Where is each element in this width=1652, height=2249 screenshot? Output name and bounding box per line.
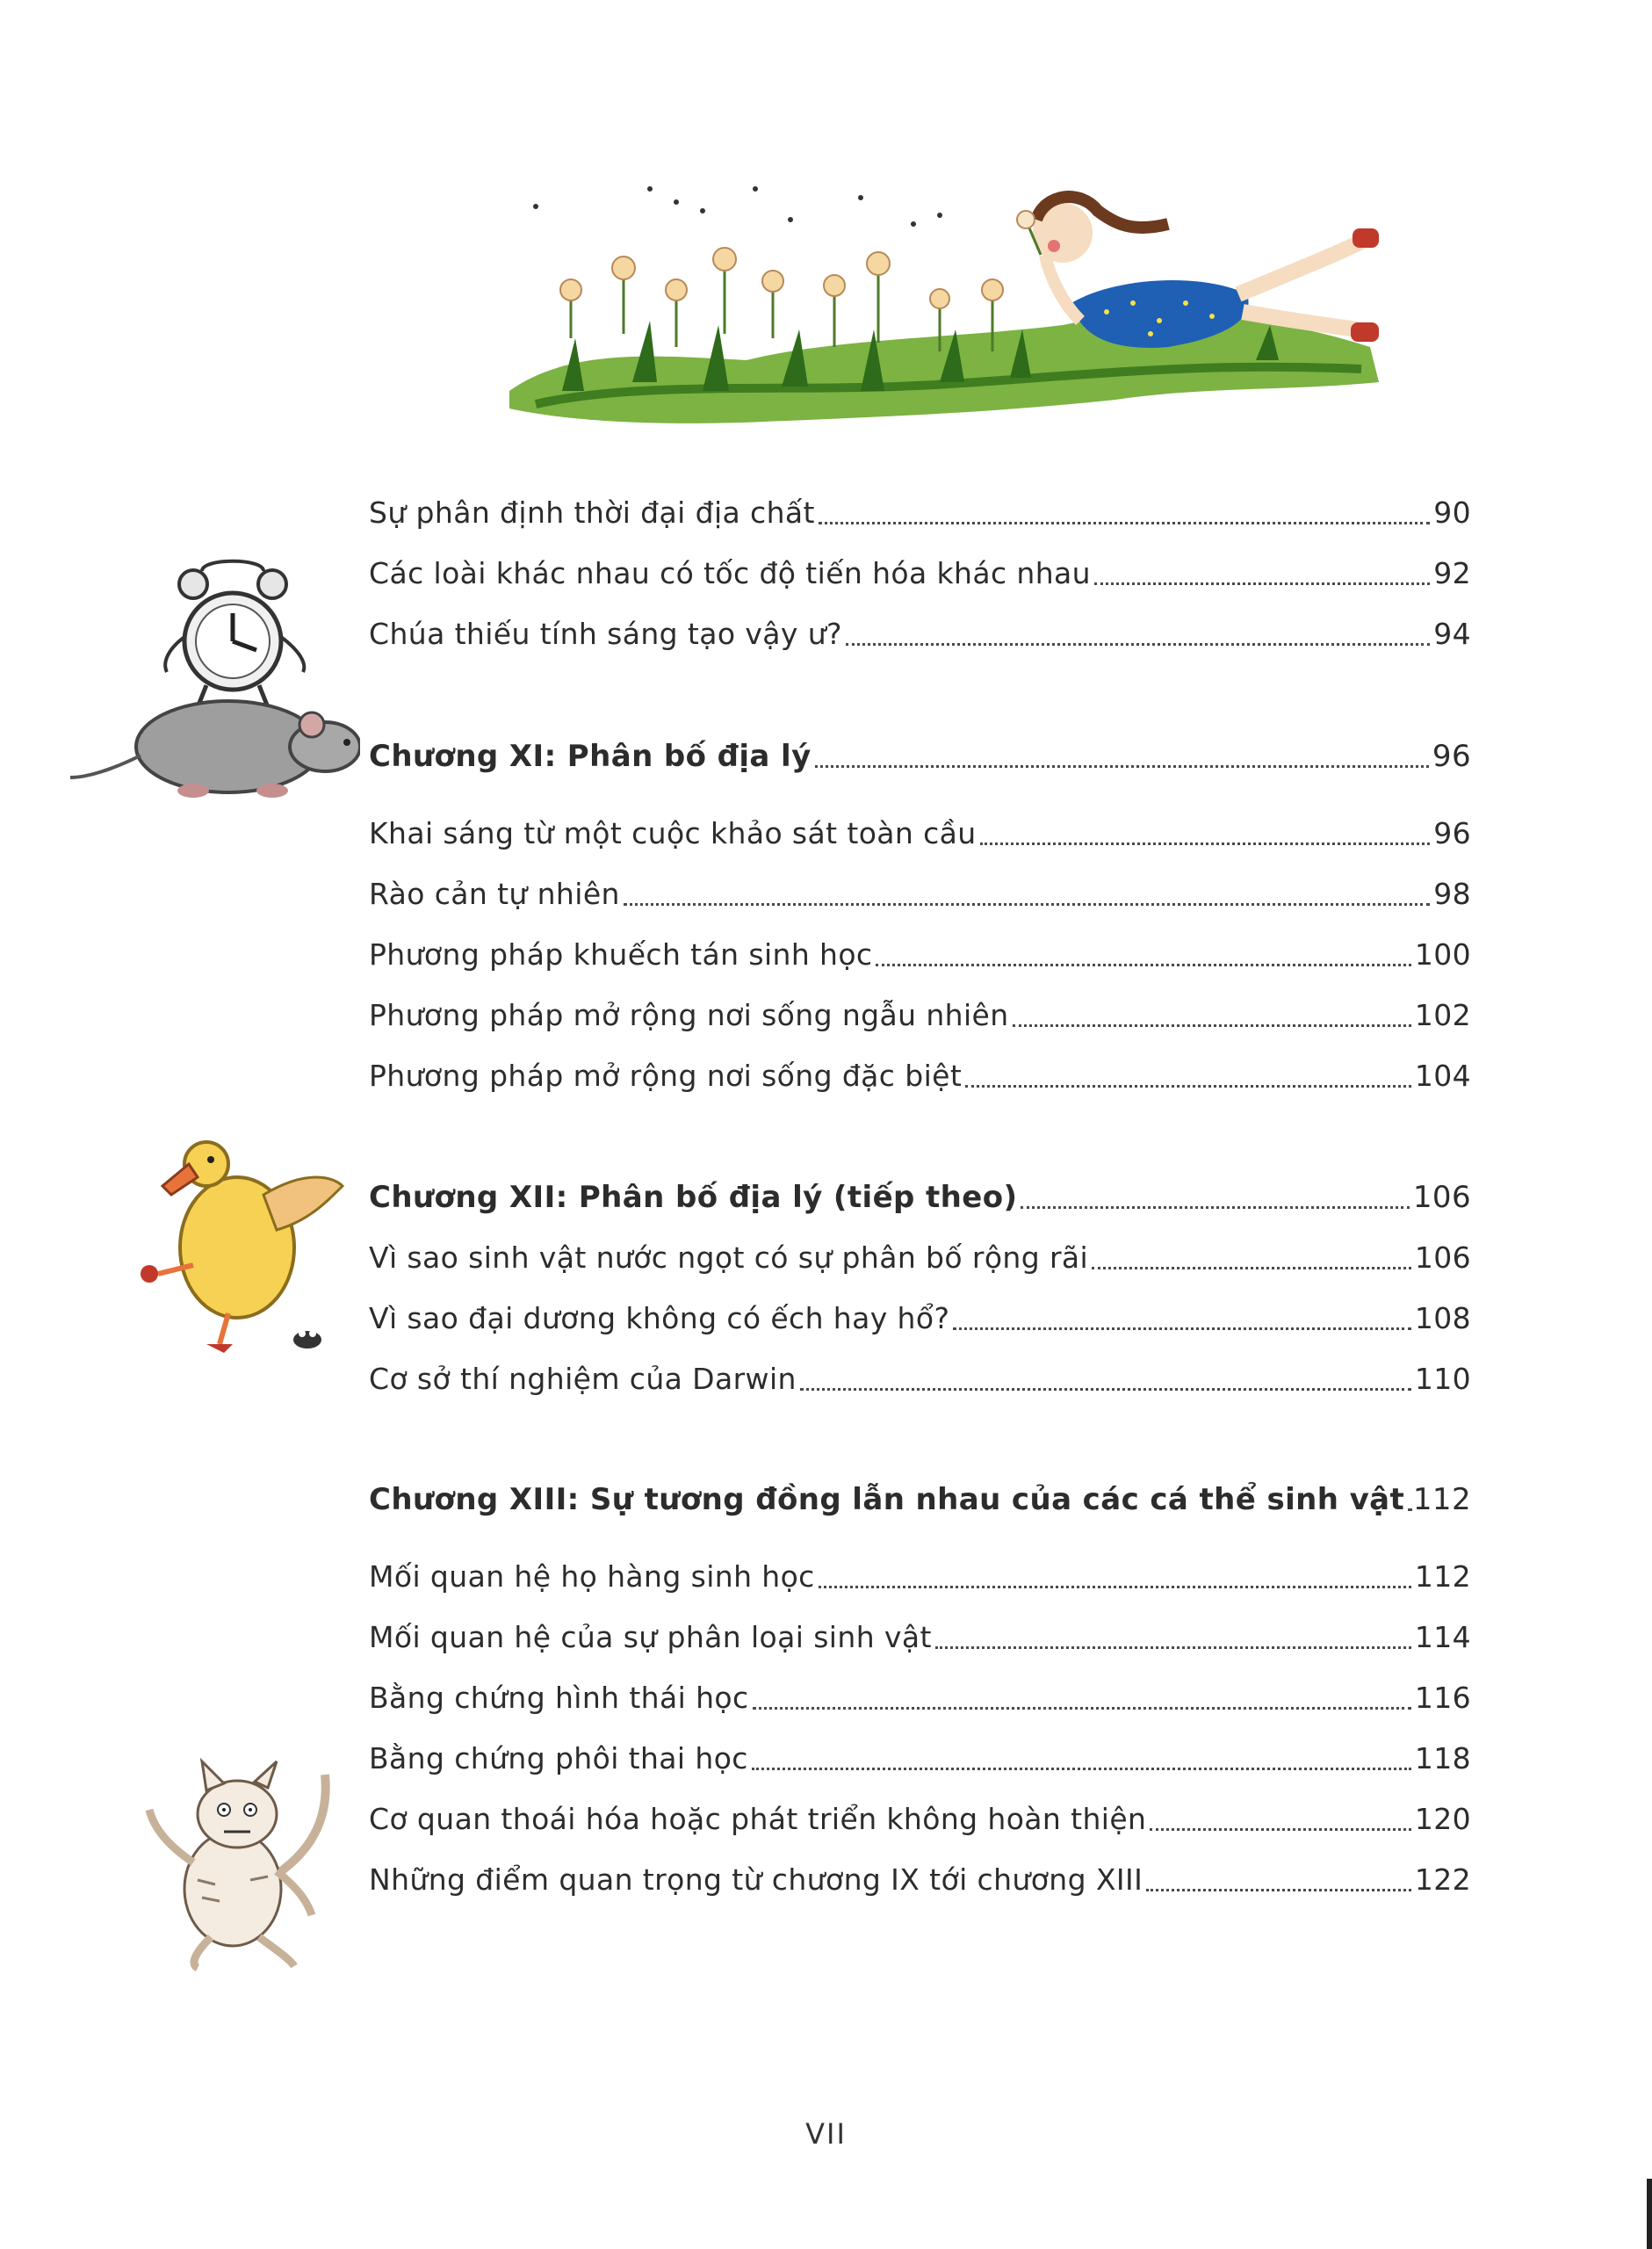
girl-dandelion-illustration [501, 171, 1388, 435]
toc-entry[interactable] [369, 550, 1471, 597]
toc-entry-page: 118 [1414, 1741, 1471, 1775]
toc-entry-page: 104 [1414, 1059, 1471, 1093]
duck-illustration [123, 1133, 351, 1362]
toc-leader [1013, 1024, 1411, 1027]
toc-entry-title: Phương pháp khuếch tán sinh học [369, 937, 873, 972]
toc-entry-title: Mối quan hệ của sự phân loại sinh vật [369, 1620, 932, 1654]
chapter-title: Chương XI: Phân bố địa lý [369, 739, 812, 774]
toc-entry[interactable] [369, 810, 1471, 857]
toc-leader [1094, 582, 1430, 585]
toc-entry-title: Bằng chứng hình thái học [369, 1681, 749, 1715]
toc-chapter-heading[interactable] [369, 1174, 1471, 1221]
toc-entry[interactable] [369, 611, 1471, 658]
toc-entry-title: Khai sáng từ một cuộc khảo sát toàn cầu [369, 816, 977, 850]
toc-entry[interactable] [369, 871, 1471, 918]
toc-entry-title: Phương pháp mở rộng nơi sống đặc biệt [369, 1059, 963, 1093]
clock-on-rat-illustration [61, 553, 360, 817]
toc-entry-title: Vì sao đại dương không có ếch hay hổ? [369, 1301, 950, 1335]
toc-entry-title: Vì sao sinh vật nước ngọt có sự phân bố rộng rãi [369, 1240, 1089, 1275]
toc-leader [800, 1388, 1411, 1391]
toc-leader [1150, 1828, 1410, 1831]
toc-leader [1092, 1267, 1411, 1269]
toc-leader [753, 1707, 1411, 1710]
toc-entry-page: 114 [1414, 1620, 1471, 1654]
toc-entry-page: 108 [1414, 1301, 1471, 1335]
toc-entry-page: 122 [1414, 1862, 1471, 1897]
toc-entry[interactable] [369, 931, 1471, 979]
toc-entry-page: 96 [1433, 816, 1471, 850]
chapter-page: 106 [1412, 1180, 1471, 1215]
toc-leader [980, 842, 1431, 845]
toc-entry[interactable] [369, 1234, 1471, 1282]
toc-entry-page: 110 [1414, 1362, 1471, 1396]
toc-leader [624, 903, 1430, 906]
toc-entry[interactable] [369, 489, 1471, 537]
toc-entry-title: Các loài khác nhau có tốc độ tiến hóa khác nhau [369, 556, 1091, 590]
toc-entry-page: 94 [1433, 617, 1471, 651]
chapter-title: Chương XII: Phân bố địa lý (tiếp theo) [369, 1180, 1018, 1215]
toc-entry-title: Chúa thiếu tính sáng tạo vậy ư? [369, 617, 842, 651]
toc-entry[interactable] [369, 1295, 1471, 1342]
toc-leader [953, 1327, 1410, 1330]
toc-entry[interactable] [369, 1856, 1471, 1904]
toc-entry[interactable] [369, 1735, 1471, 1783]
toc-entry-title: Mối quan hệ họ hàng sinh học [369, 1559, 815, 1594]
toc-chapter-heading[interactable] [369, 733, 1471, 780]
chapter-title: Chương XIII: Sự tương đồng lẫn nhau của các cá thể sinh vật [369, 1482, 1405, 1517]
toc-entry-title: Rào cản tự nhiên [369, 877, 620, 911]
toc-chapter-heading[interactable] [369, 1476, 1471, 1523]
toc-leader [819, 522, 1430, 524]
toc-entry-title: Sự phân định thời đại địa chất [369, 495, 815, 530]
toc-leader [935, 1646, 1411, 1649]
toc-entry[interactable] [369, 992, 1471, 1039]
toc-entry-page: 100 [1414, 937, 1471, 972]
chapter-page: 96 [1432, 739, 1471, 774]
chapter-page: 112 [1412, 1482, 1471, 1517]
toc-entry-page: 106 [1414, 1240, 1471, 1275]
toc-entry-page: 90 [1433, 495, 1471, 530]
toc-entry-page: 116 [1414, 1681, 1471, 1715]
toc-entry-page: 120 [1414, 1802, 1471, 1836]
cat-illustration [136, 1748, 347, 1977]
toc-entry[interactable] [369, 1356, 1471, 1403]
toc-entry-title: Phương pháp mở rộng nơi sống ngẫu nhiên [369, 998, 1009, 1032]
page-edge-mark [1647, 2179, 1652, 2249]
toc-entry[interactable] [369, 1674, 1471, 1722]
toc-entry-page: 92 [1433, 556, 1471, 590]
toc-leader [1146, 1889, 1411, 1891]
toc-leader [815, 765, 1429, 768]
toc-leader [1021, 1206, 1409, 1209]
toc-entry-title: Những điểm quan trọng từ chương IX tới chương XIII [369, 1862, 1143, 1897]
toc-leader [846, 643, 1430, 646]
toc-leader [752, 1768, 1411, 1770]
toc-entry[interactable] [369, 1553, 1471, 1601]
toc-entry-page: 102 [1414, 998, 1471, 1032]
toc-entry-title: Cơ sở thí nghiệm của Darwin [369, 1362, 797, 1396]
toc-entry-page: 112 [1414, 1559, 1471, 1594]
toc-leader [1408, 1508, 1410, 1511]
toc-entry[interactable] [369, 1796, 1471, 1843]
toc-entry-title: Bằng chứng phôi thai học [369, 1741, 748, 1775]
toc-entry-title: Cơ quan thoái hóa hoặc phát triển không hoàn thiện [369, 1802, 1147, 1836]
toc-entry[interactable] [369, 1052, 1471, 1100]
toc-entry[interactable] [369, 1614, 1471, 1661]
toc-leader [876, 964, 1410, 966]
toc-leader [965, 1085, 1411, 1088]
toc-entry-page: 98 [1433, 877, 1471, 911]
toc-leader [819, 1586, 1411, 1588]
page-number: VII [805, 2117, 847, 2151]
